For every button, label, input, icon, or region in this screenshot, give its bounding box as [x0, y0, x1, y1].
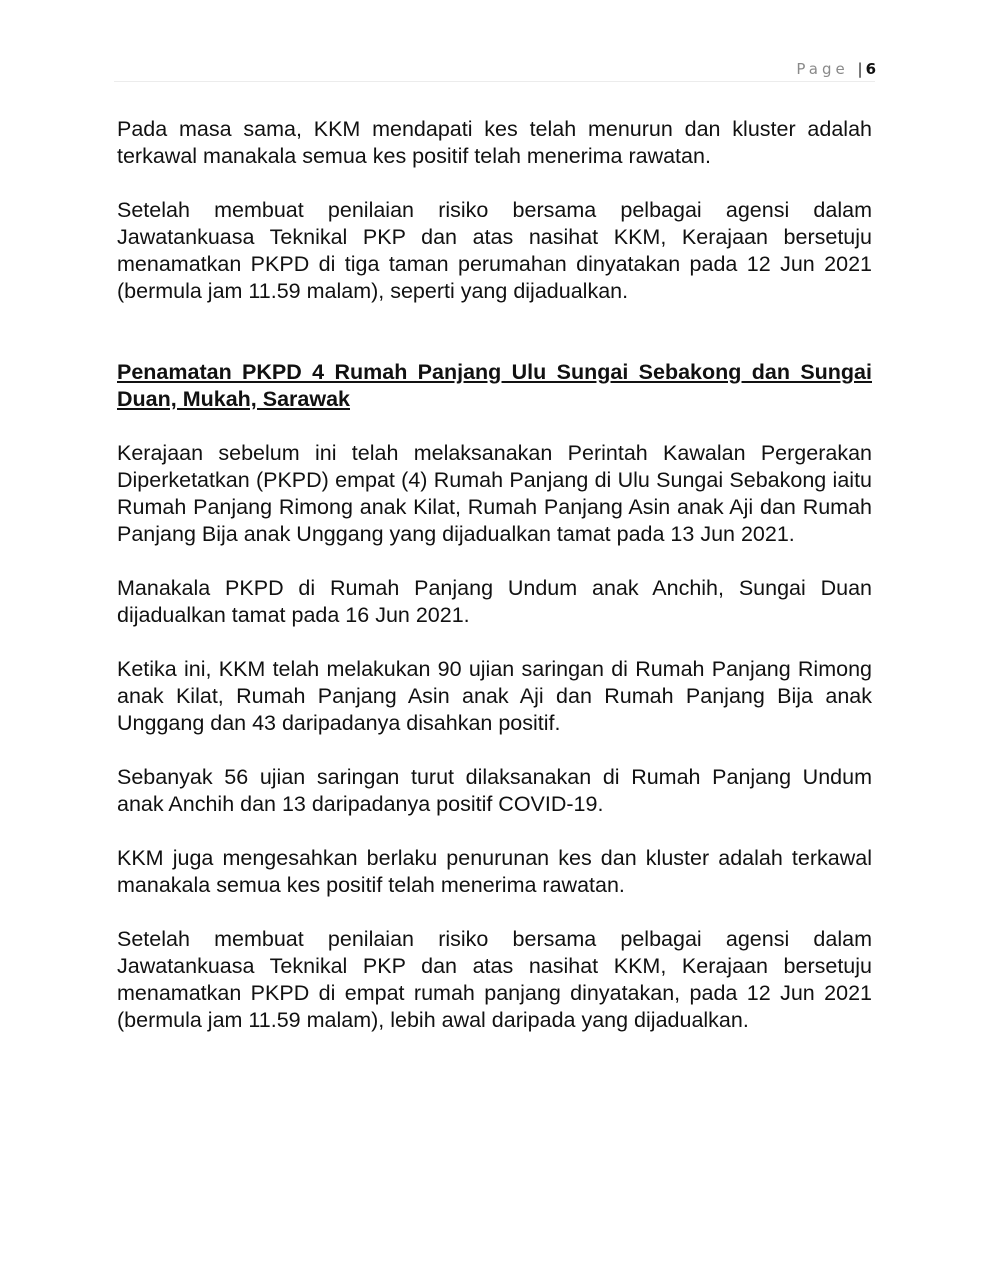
paragraph: Setelah membuat penilaian risiko bersama pelbagai agensi dalam Jawatankuasa Teknikal PKP dan atas nasihat KKM, Kerajaan bersetuju menamatkan PKPD di empat rumah panjang dinyatakan, pada 12 Jun 2021 (bermula jam 11.59 malam), lebih awal daripada yang dijadualkan. — [117, 927, 872, 1032]
page-label: Page — [796, 60, 849, 78]
page-number: 6 — [865, 60, 876, 78]
paragraph: Kerajaan sebelum ini telah melaksanakan Perintah Kawalan Pergerakan Diperketatkan (PKPD) empat (4) Rumah Panjang di Ulu Sungai Sebakong iaitu Rumah Panjang Rimong anak Kilat, Rumah Panjang Asin anak Aji dan Rumah Panjang Bija anak Unggang yang dijadualkan tamat pada 13 Jun 2021. — [117, 441, 872, 546]
paragraph: Sebanyak 56 ujian saringan turut dilaksanakan di Rumah Panjang Undum anak Anchih dan 13 daripadanya positif COVID-19. — [117, 765, 872, 816]
paragraph: Setelah membuat penilaian risiko bersama pelbagai agensi dalam Jawatankuasa Teknikal PKP dan atas nasihat KKM, Kerajaan bersetuju menamatkan PKPD di tiga taman perumahan dinyatakan pada 12 Jun 2021 (bermula jam 11.59 malam), seperti yang dijadualkan. — [117, 198, 872, 303]
paragraph: Manakala PKPD di Rumah Panjang Undum anak Anchih, Sungai Duan dijadualkan tamat pada 16 Jun 2021. — [117, 576, 872, 627]
page-separator: | — [857, 60, 863, 78]
paragraph: Pada masa sama, KKM mendapati kes telah menurun dan kluster adalah terkawal manakala semua kes positif telah menerima rawatan. — [117, 117, 872, 168]
paragraph: Ketika ini, KKM telah melakukan 90 ujian saringan di Rumah Panjang Rimong anak Kilat, Rumah Panjang Asin anak Aji dan Rumah Panjang Bija anak Unggang dan 43 daripadanya disahkan positif. — [117, 657, 872, 735]
header-divider — [114, 81, 875, 82]
paragraph: KKM juga mengesahkan berlaku penurunan kes dan kluster adalah terkawal manakala semua kes positif telah menerima rawatan. — [117, 846, 872, 897]
section-heading: Penamatan PKPD 4 Rumah Panjang Ulu Sungai Sebakong dan Sungai Duan, Mukah, Sarawak — [117, 360, 872, 411]
document-body — [117, 116, 872, 1061]
page-header — [796, 60, 876, 78]
